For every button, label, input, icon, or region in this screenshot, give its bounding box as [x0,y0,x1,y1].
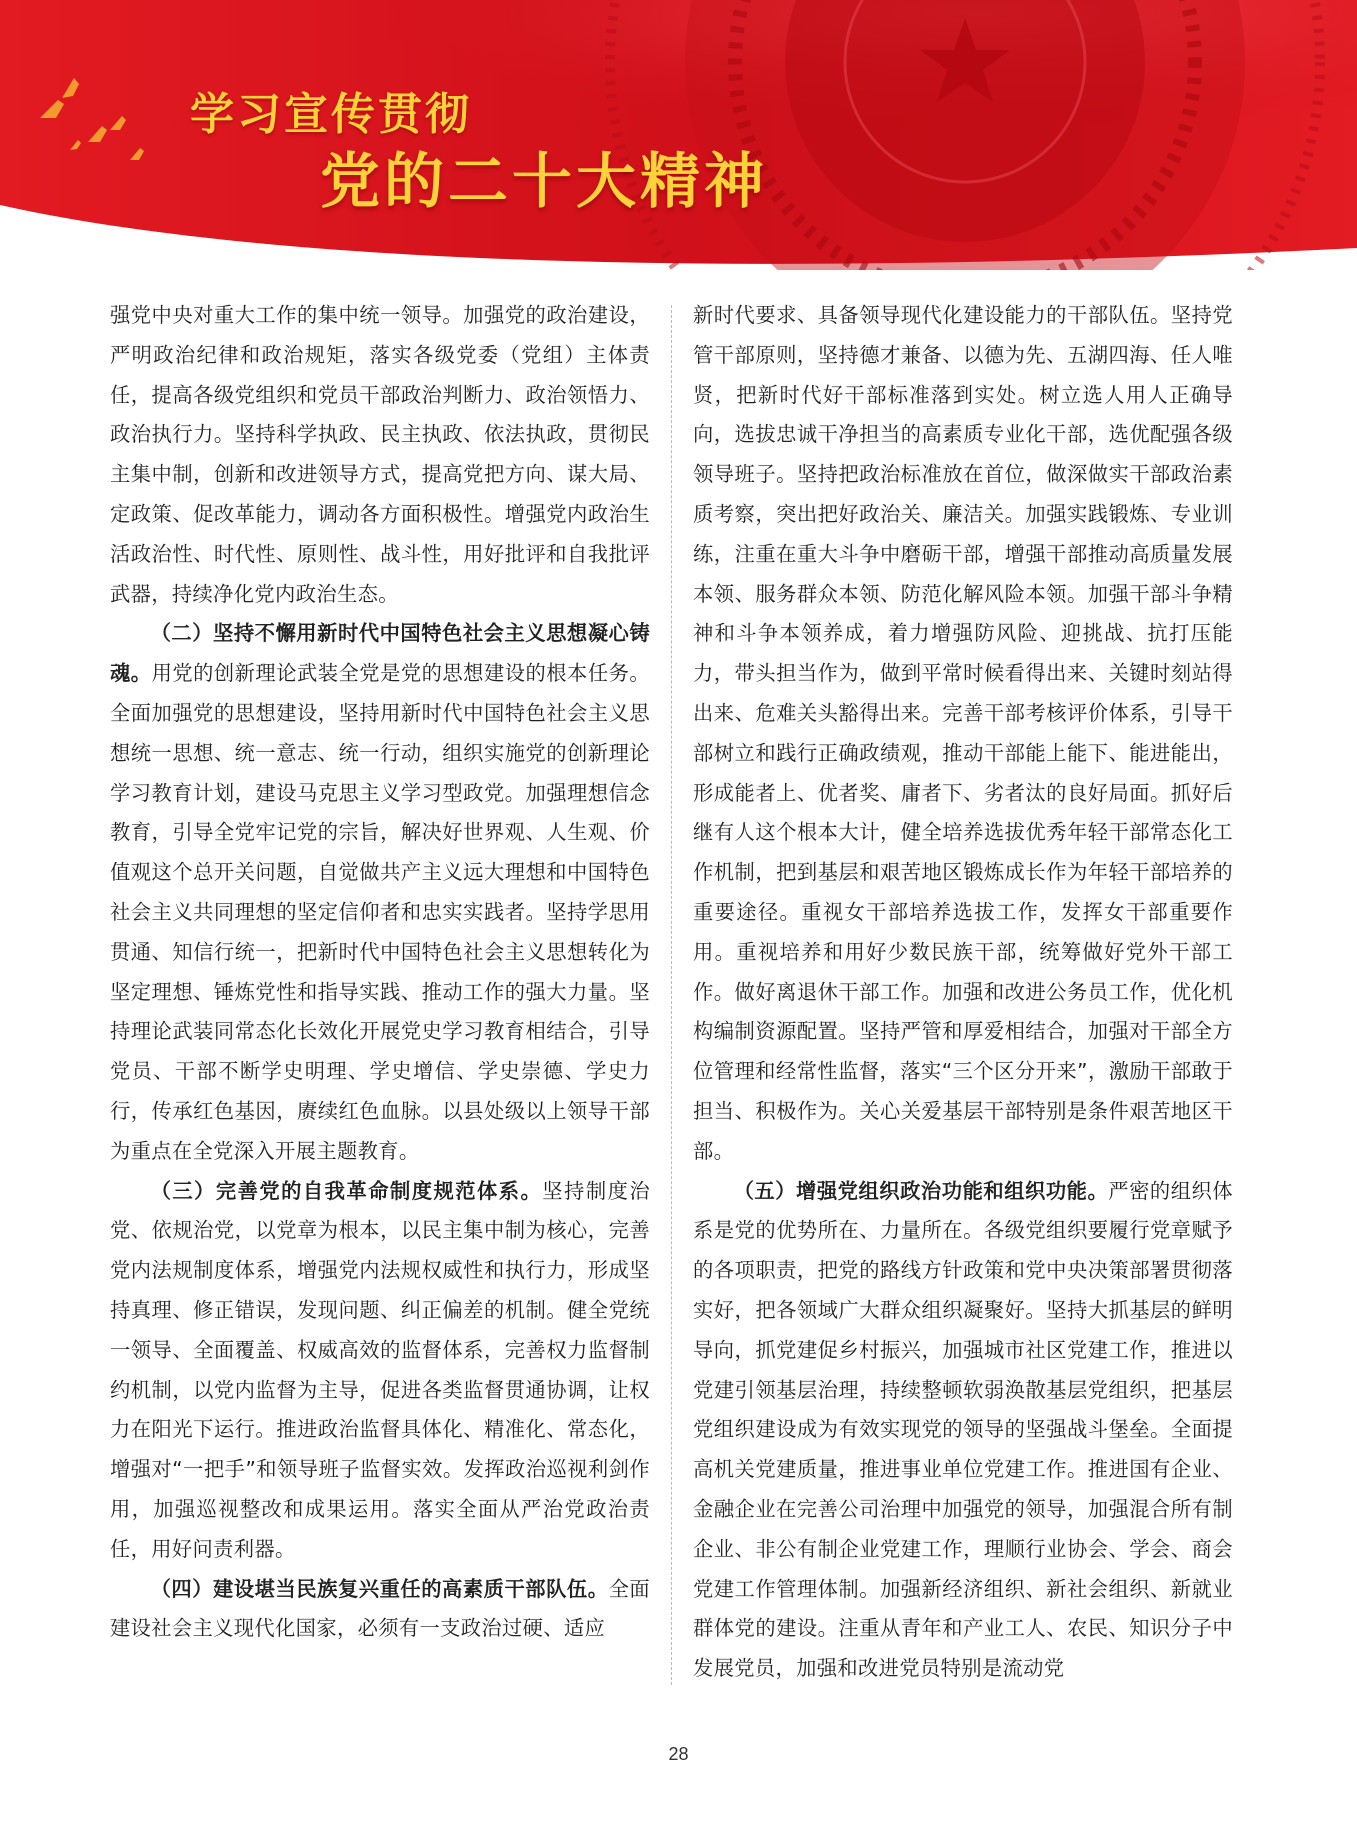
section-body: 全面建设社会主义现代化国家，必须有一支政治过硬、适应 [110,1576,651,1641]
page-banner [0,0,1357,270]
banner-title-line2: 党的二十大精神 [320,147,768,217]
banner-title-line1: 学习宣传贯彻 [190,89,472,140]
section-heading: （二）坚持不懈用新时代中国特色社会主义思想凝心铸魂。 [110,621,650,686]
page-number: 28 [668,1744,689,1764]
left-column [110,296,650,1649]
section-2 [110,614,650,1171]
section-body: 严密的组织体系是党的优势所在、力量所在。各级党组织要履行党章赋予的各项职责，把党的路线方针政策和党中央决策部署贯彻落实好，把各领域广大群众组织凝聚好。坚持大抓基层的鲜明导向，抓党建促乡村振兴，加强城市社区党建工作，推进以党建引领基层治理，持续整顿软弱涣散基层党组织，把基层党组织建设成为有效实现党的领导的坚强战斗堡垒。全面提高机关党建质量，推进事业单位党建工作。推进国有企业、金融企业在完善公司治理中加强党的领导，加强混合所有制企业、非公有制企业党建工作，理顺行业协会、学会、商会党建工作管理体制。加强新经济组织、新社会组织、新就业群体党的建设。注重从青年和产业工人、农民、知识分子中发展党员，加强和改进党员特别是流动党 [693,1178,1233,1681]
paragraph: 新时代要求、具备领导现代化建设能力的干部队伍。坚持党管干部原则，坚持德才兼备、以德为先、五湖四海、任人唯贤，把新时代好干部标准落到实处。树立选人用人正确导向，选拔忠诚干净担当的高素质专业化干部，选优配强各级领导班子。坚持把政治标准放在首位，做深做实干部政治素质考察，突出把好政治关、廉洁关。加强实践锻炼、专业训练，注重在重大斗争中磨砺干部，增强干部推动高质量发展本领、服务群众本领、防范化解风险本领。加强干部斗争精神和斗争本领养成，着力增强防风险、迎挑战、抗打压能力，带头担当作为，做到平常时候看得出来、关键时刻站得出来、危难关头豁得出来。完善干部考核评价体系，引导干部树立和践行正确政绩观，推动干部能上能下、能进能出，形成能者上、优者奖、庸者下、劣者汰的良好局面。抓好后继有人这个根本大计，健全培养选拔优秀年轻干部常态化工作机制，把到基层和艰苦地区锻炼成长作为年轻干部培养的重要途径。重视女干部培养选拔工作，发挥女干部重要作用。重视培养和用好少数民族干部，统筹做好党外干部工作。做好离退休干部工作。加强和改进公务员工作，优化机构编制资源配置。坚持严管和厚爱相结合，加强对干部全方位管理和经常性监督，落实“三个区分开来”，激励干部敢于担当、积极作为。关心关爱基层干部特别是条件艰苦地区干部。 [693,303,1233,1163]
column-divider [671,305,672,1685]
section-heading: （五）增强党组织政治功能和组织功能。 [733,1178,1109,1203]
section-4 [110,1570,650,1650]
section-body: 用党的创新理论武装全党是党的思想建设的根本任务。全面加强党的思想建设，坚持用新时代中国特色社会主义思想统一思想、统一意志、统一行动，组织实施党的创新理论学习教育计划，建设马克思主义学习型政党。加强理想信念教育，引导全党牢记党的宗旨，解决好世界观、人生观、价值观这个总开关问题，自觉做共产主义远大理想和中国特色社会主义共同理想的坚定信仰者和忠实实践者。坚持学思用贯通、知信行统一，把新时代中国特色社会主义思想转化为坚定理想、锤炼党性和指导实践、推动工作的强大力量。坚持理论武装同常态化长效化开展党史学习教育相结合，引导党员、干部不断学史明理、学史增信、学史崇德、学史力行，传承红色基因，赓续红色血脉。以县处级以上领导干部为重点在全党深入开展主题教育。 [110,661,651,1163]
paragraph: 强党中央对重大工作的集中统一领导。加强党的政治建设，严明政治纪律和政治规矩，落实各级党委（党组）主体责任，提高各级党组织和党员干部政治判断力、政治领悟力、政治执行力。坚持科学执政、民主执政、依法执政，贯彻民主集中制，创新和改进领导方式，提高党把方向、谋大局、定政策、促改革能力，调动各方面积极性。增强党内政治生活政治性、时代性、原则性、战斗性，用好批评和自我批评武器，持续净化党内政治生态。 [110,303,650,606]
section-body: 坚持制度治党、依规治党，以党章为根本，以民主集中制为核心，完善党内法规制度体系，增强党内法规权威性和执行力，形成坚持真理、修正错误，发现问题、纠正偏差的机制。健全党统一领导、全面覆盖、权威高效的监督体系，完善权力监督制约机制，以党内监督为主导，促进各类监督贯通协调，让权力在阳光下运行。推进政治监督具体化、精准化、常态化，增强对“一把手”和领导班子监督实效。发挥政治巡视利剑作用，加强巡视整改和成果运用。落实全面从严治党政治责任，用好问责利器。 [110,1178,650,1561]
section-heading: （三）完善党的自我革命制度规范体系。 [150,1178,543,1203]
section-5 [693,1172,1233,1689]
section-3 [110,1172,650,1570]
right-column [693,296,1233,1689]
section-heading: （四）建设堪当民族复兴重任的高素质干部队伍。 [150,1576,609,1601]
